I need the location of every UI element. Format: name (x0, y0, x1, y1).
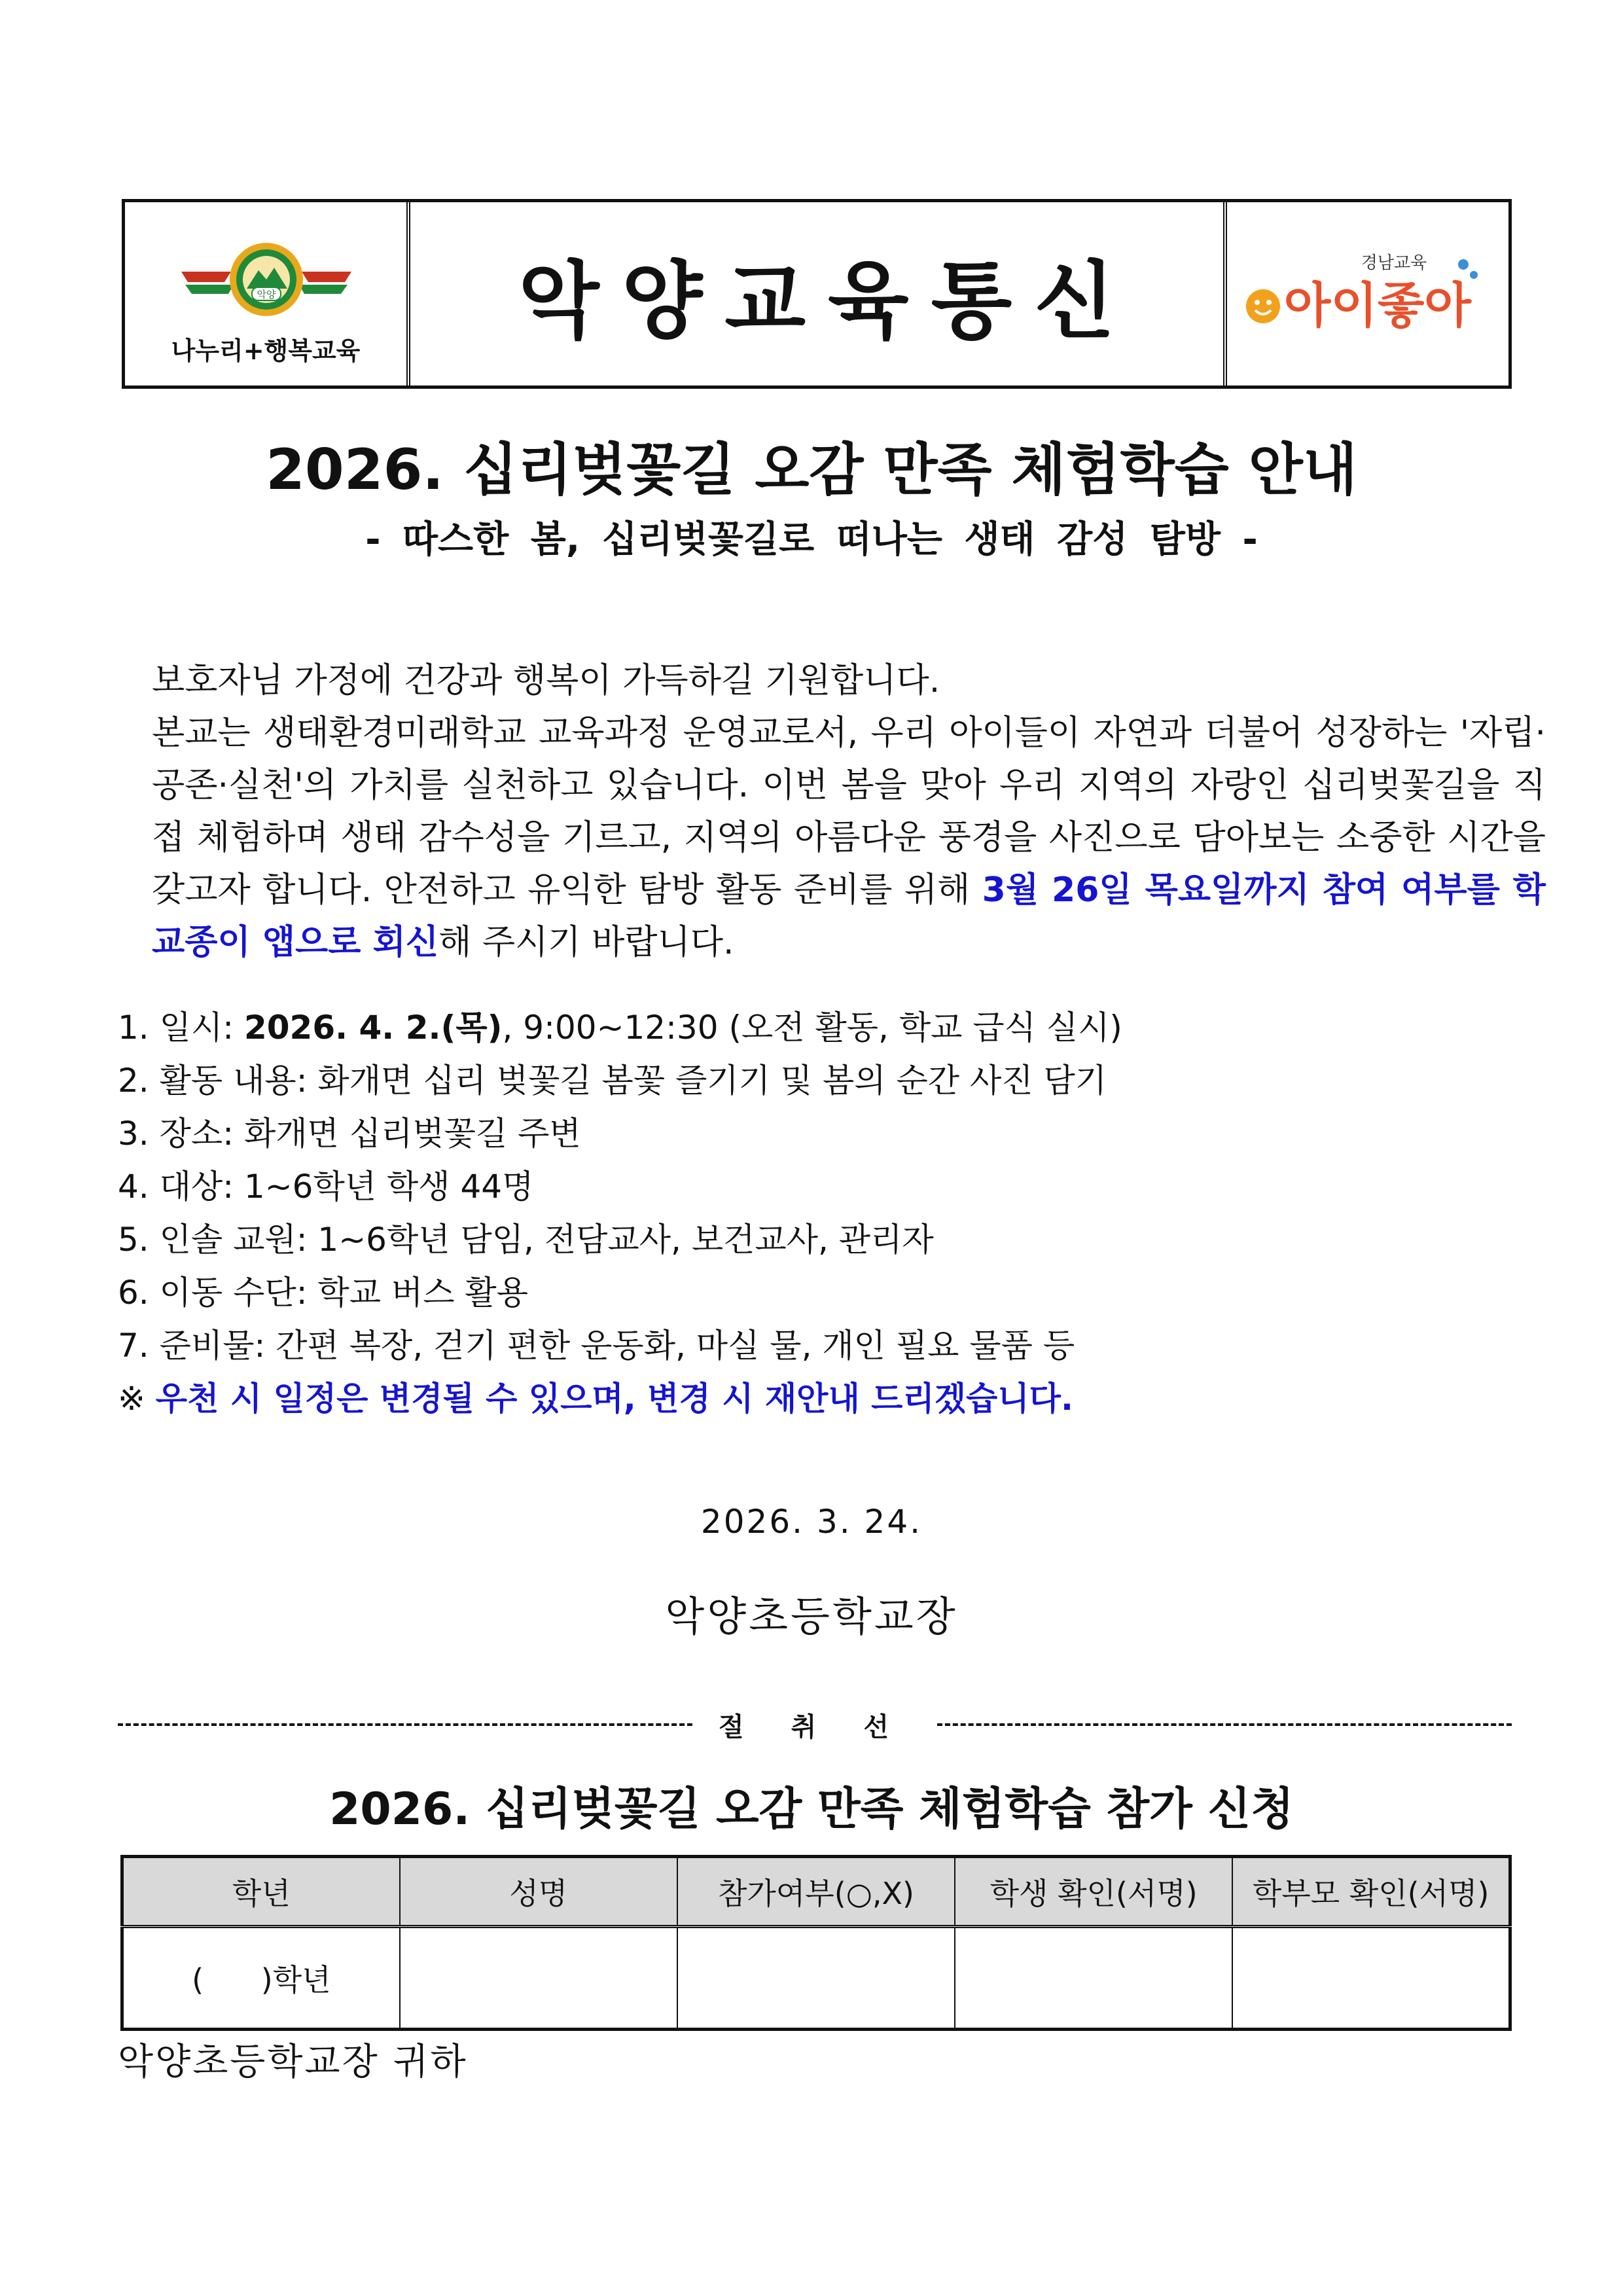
issue-date: 2026. 3. 24. (700, 1503, 923, 1541)
school-emblem-icon (179, 242, 354, 320)
newsletter-header (122, 199, 1512, 389)
col-name: 성명 (400, 1857, 677, 1927)
cut-line (118, 1708, 1512, 1741)
rain-notice (118, 1372, 1512, 1426)
svg-text:악양: 악양 (257, 289, 276, 300)
form-header-row (122, 1857, 1510, 1927)
signer-name: 악양초등학교장 (665, 1592, 958, 1640)
rain-notice-text: 우천 시 일정은 변경될 수 있으며, 변경 시 재안내 드리겠습니다. (155, 1380, 1073, 1418)
detail-date-label: 1. 일시: (118, 1009, 244, 1047)
form-entry-row (122, 1927, 1510, 2030)
detail-activity: 2. 활동 내용: 화개면 십리 벚꽃길 봄꽃 즐기기 및 봄의 순간 사진 담기 (118, 1062, 1107, 1100)
svg-text:아이좋아: 아이좋아 (1284, 278, 1471, 334)
name-field[interactable] (400, 1927, 677, 2030)
detail-target: 4. 대상: 1~6학년 학생 44명 (118, 1168, 534, 1206)
greeting-paragraph: 보호자님 가정에 건강과 행복이 가득하길 기원합니다. (152, 661, 940, 700)
cut-line-dash-left (118, 1723, 692, 1726)
detail-location: 3. 장소: 화개면 십리벚꽃길 주변 (118, 1115, 581, 1153)
body-text: 본교는 생태환경미래학교 교육과정 운영교로서, 우리 아이들이 자연과 더불어 성장하는 '자립·공존·실천'의 가치를 실천하고 있습니다. 이번 봄을 맞아 우리 지역의 자랑인 십리벚꽃길을 직접 체험하며 생태 감수성을 기르고, 지역의 아름다운 풍경을 사진으로 담아보는 소중한 시간을 갖고자 합니다. 안전하고 유익한 탐방 활동 준비를 위해 (152, 713, 1546, 910)
detail-transport: 6. 이동 수단: 학교 버스 활용 (118, 1274, 529, 1312)
form-title: 2026. 십리벚꽃길 오감 만족 체험학습 참가 신청 (329, 1784, 1294, 1835)
newsletter-title: 악양교육통신 (518, 253, 1137, 350)
school-emblem-cell (125, 202, 410, 386)
detail-teachers: 5. 인솔 교원: 1~6학년 담임, 전담교사, 보건교사, 관리자 (118, 1221, 934, 1259)
reference-mark: ※ (118, 1380, 156, 1418)
body-paragraph (118, 707, 1546, 969)
detail-date-time: , 9:00~12:30 (오전 활동, 학교 급식 실시) (502, 1009, 1122, 1047)
detail-date (118, 1001, 1512, 1054)
document-title: 2026. 십리벚꽃길 오감 만족 체험학습 안내 (266, 437, 1357, 503)
cut-line-label: 절취선 (719, 1712, 936, 1742)
reply-deadline-highlight: 3월 26일 목요일까지 참여 여부를 학교종이 앱으로 회신 (152, 870, 1546, 962)
aijoa-logo-icon (1243, 245, 1492, 343)
slogan-text: 나누리+행복교육 (171, 336, 361, 365)
addressee-text: 악양초등학교장 귀하 (118, 2041, 468, 2083)
col-student-sign: 학생 확인(서명) (955, 1857, 1232, 1927)
participation-field[interactable] (677, 1927, 955, 2030)
grade-field[interactable]: ( )학년 (122, 1927, 400, 2030)
body-end-text: 해 주시기 바랍니다. (438, 923, 734, 962)
event-details-list (118, 1001, 1512, 1426)
document-subtitle: - 따스한 봄, 십리벚꽃길로 떠나는 생태 감성 탐방 - (365, 518, 1258, 561)
application-form-table (120, 1855, 1512, 2031)
svg-text:경남교육: 경남교육 (1361, 253, 1427, 273)
masthead-cell (410, 202, 1227, 386)
student-sign-field[interactable] (955, 1927, 1232, 2030)
col-parent-sign: 학부모 확인(서명) (1232, 1857, 1510, 1927)
col-grade: 학년 (122, 1857, 400, 1927)
col-participation: 참가여부(○,X) (677, 1857, 955, 1927)
detail-date-value: 2026. 4. 2.(목) (243, 1009, 503, 1047)
detail-supplies: 7. 준비물: 간편 복장, 걷기 편한 운동화, 마실 물, 개인 필요 물품 등 (118, 1327, 1075, 1365)
brand-logo-cell (1227, 202, 1508, 386)
cut-line-dash-right (937, 1723, 1512, 1726)
parent-sign-field[interactable] (1232, 1927, 1510, 2030)
